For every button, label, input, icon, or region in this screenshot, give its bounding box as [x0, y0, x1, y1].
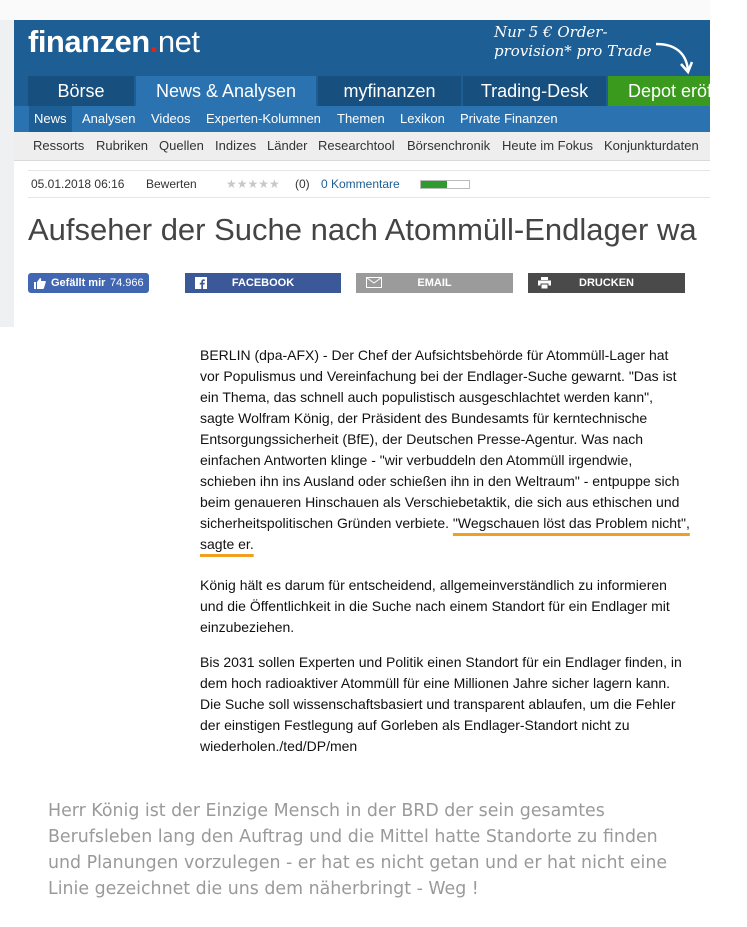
section-nav — [14, 132, 710, 161]
print-label: DRUCKEN — [579, 277, 634, 289]
section-nav-boersenchronik[interactable]: Börsenchronik — [407, 138, 491, 153]
rating-bar-fill — [421, 181, 447, 188]
facebook-like-button[interactable] — [28, 273, 149, 293]
section-nav-rubriken[interactable]: Rubriken — [96, 138, 149, 153]
facebook-label: FACEBOOK — [231, 277, 295, 289]
sub-nav-lexikon[interactable]: Lexikon — [400, 111, 445, 126]
facebook-share-button[interactable] — [185, 273, 341, 293]
rating-bar — [420, 180, 470, 189]
article-paragraph-2: König hält es darum für entscheidend, allgemeinverständlich zu informieren und die Öffentlichkeit in die Suche nach einem Standort für ein Endlager mit einzubeziehen. — [200, 577, 670, 635]
main-nav-trading-desk[interactable]: Trading-Desk — [463, 76, 606, 106]
section-nav-konjunkturdaten[interactable]: Konjunkturdaten — [604, 138, 699, 153]
sub-nav-private-finanzen[interactable]: Private Finanzen — [460, 111, 558, 126]
comments-link[interactable]: 0 Kommentare — [321, 177, 400, 191]
window-left-strip — [0, 20, 14, 327]
section-nav-heute-im-fokus[interactable]: Heute im Fokus — [502, 138, 594, 153]
sub-nav-videos[interactable]: Videos — [151, 111, 191, 126]
site-header — [14, 20, 710, 76]
article-body — [200, 345, 690, 771]
screenshot-frame — [0, 0, 747, 327]
like-count: 74.966 — [110, 277, 144, 289]
site-logo[interactable]: finanzen.net — [28, 24, 200, 59]
main-nav-news-analysen[interactable]: News & Analysen — [136, 76, 316, 106]
main-nav — [14, 76, 747, 106]
like-label: Gefällt mir — [51, 277, 106, 289]
window-top-strip — [0, 0, 710, 20]
main-nav-boerse[interactable]: Börse — [28, 76, 134, 106]
section-nav-laender[interactable]: Länder — [267, 138, 308, 153]
print-button[interactable] — [528, 273, 685, 293]
section-nav-indizes[interactable]: Indizes — [215, 138, 257, 153]
sub-nav-experten-kolumnen[interactable]: Experten-Kolumnen — [206, 111, 321, 126]
email-label: EMAIL — [417, 277, 452, 289]
promo-line-2: provision* pro Trade — [494, 42, 652, 60]
rating-count: (0) — [295, 177, 310, 191]
rating-stars[interactable]: ★★★★★ — [226, 177, 280, 191]
sub-nav — [14, 106, 710, 132]
curved-arrow-icon — [654, 40, 694, 76]
sub-nav-themen[interactable]: Themen — [337, 111, 385, 126]
sub-nav-news[interactable]: News — [29, 106, 72, 132]
sub-nav-analysen[interactable]: Analysen — [82, 111, 136, 126]
thumbs-up-icon — [33, 277, 46, 289]
article-datetime: 05.01.2018 06:16 — [31, 177, 125, 191]
article-meta — [28, 170, 710, 198]
section-nav-ressorts[interactable]: Ressorts — [33, 138, 85, 153]
section-nav-researchtool[interactable]: Researchtool — [318, 138, 395, 153]
email-share-button[interactable] — [356, 273, 513, 293]
highlighted-quote: "Wegschauen löst das Problem nicht", sagte er. — [200, 515, 690, 552]
rate-label[interactable]: Bewerten — [146, 177, 197, 191]
promo-banner[interactable] — [494, 23, 652, 61]
article-paragraph-1: BERLIN (dpa-AFX) - Der Chef der Aufsichtsbehörde für Atommüll-Lager hat vor Populismus und Vereinfachung bei der Endlager-Suche gewarnt. "Das ist ein Thema, das schnell auch populistisch ausgeschlachtet werden kann", sagte Wolfram König, der Präsident des Bundesamts für kerntechnische Entsorgungssicherheit (BfE), der Deutschen Presse-Agentur. Was nach einfachen Antworten klinge - "wir verbuddeln den Atommüll irgendwie, schieben ihn ins Ausland oder schießen ihn in den Weltraum" - entpuppe sich beim genaueren Hinschauen als Verschiebetaktik, die sich aus ethischen und sicherheitspolitischen Gründen verbiete. "Wegschauen löst das Problem nicht", sagte er. — [200, 347, 690, 552]
section-nav-quellen[interactable]: Quellen — [159, 138, 204, 153]
article-headline: Aufseher der Suche nach Atommüll-Endlager wa — [28, 212, 697, 247]
main-nav-myfinanzen[interactable]: myfinanzen — [318, 76, 461, 106]
article-paragraph-3: Bis 2031 sollen Experten und Politik einen Standort für ein Endlager finden, in dem hoch radioaktiver Atommüll für eine Millionen Jahre sicher lagern kann. Die Suche soll wissenschaftsbasiert und transparent ablaufen, um die Fehler der einstigen Festlegung auf Gorleben als Endlager-Standort nicht zu wiederholen./ted/DP/men — [200, 654, 682, 754]
main-nav-depot[interactable]: Depot eröffnen — [608, 76, 710, 106]
promo-line-1: Nur 5 € Order- — [494, 23, 608, 41]
user-comment: Herr König ist der Einzige Mensch in der BRD der sein gesamtes Berufsleben lang den Auftrag und die Mittel hatte Standorte zu finden und Planungen vorzulegen - er hat es nicht getan und er hat nicht eine Linie gezeichnet die uns dem näherbringt - Weg ! — [48, 801, 668, 899]
